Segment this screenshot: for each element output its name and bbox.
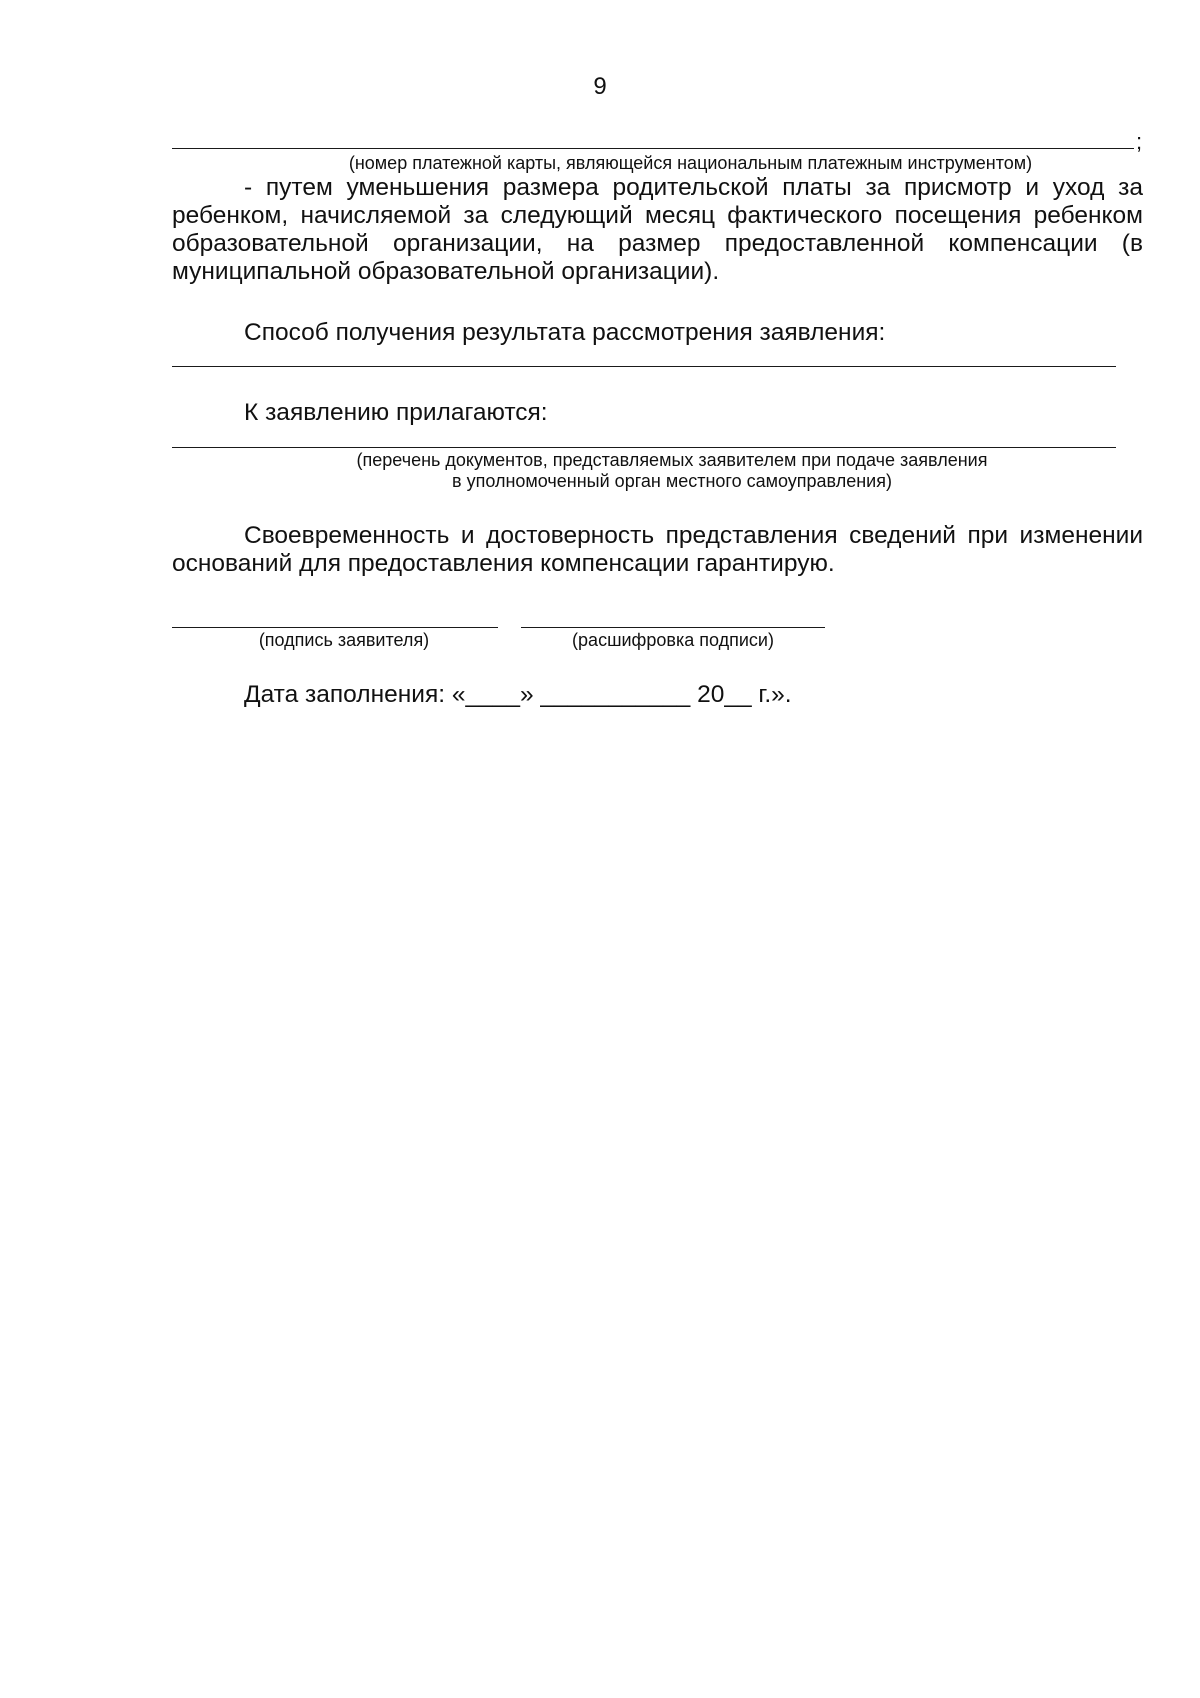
page-number: 9 <box>593 73 607 100</box>
card-number-line[interactable] <box>172 148 1134 149</box>
card-line-end-mark: ; <box>1136 129 1143 154</box>
signature-line[interactable] <box>172 627 498 628</box>
result-method-line[interactable] <box>172 366 1116 367</box>
attachments-caption-line2: в уполномоченный орган местного самоуправления) <box>452 471 892 491</box>
signature-transcript-line[interactable] <box>521 627 825 628</box>
attachments-line[interactable] <box>172 447 1116 448</box>
reduction-paragraph: - путем уменьшения размера родительской платы за присмотр и уход за ребенком, начисляемой за следующий месяц фактического посещения ребенком образовательной организации, на размер предоставленной компенсации (в муниципальной образовательной организации). <box>172 174 1143 285</box>
attachments-label: К заявлению прилагаются: <box>244 399 548 426</box>
card-number-caption: (номер платежной карты, являющейся национальным платежным инструментом) <box>348 153 1033 173</box>
attachments-caption-line1: (перечень документов, представляемых заявителем при подаче заявления <box>356 450 988 470</box>
signature-transcript-caption: (расшифровка подписи) <box>572 630 774 650</box>
fill-date-line: Дата заполнения: «____» ___________ 20__ г.». <box>244 681 792 708</box>
guarantee-paragraph: Своевременность и достоверность представления сведений при изменении оснований для предоставления компенсации гарантирую. <box>172 522 1143 577</box>
result-method-label: Способ получения результата рассмотрения заявления: <box>244 319 886 346</box>
signature-caption: (подпись заявителя) <box>258 630 430 650</box>
